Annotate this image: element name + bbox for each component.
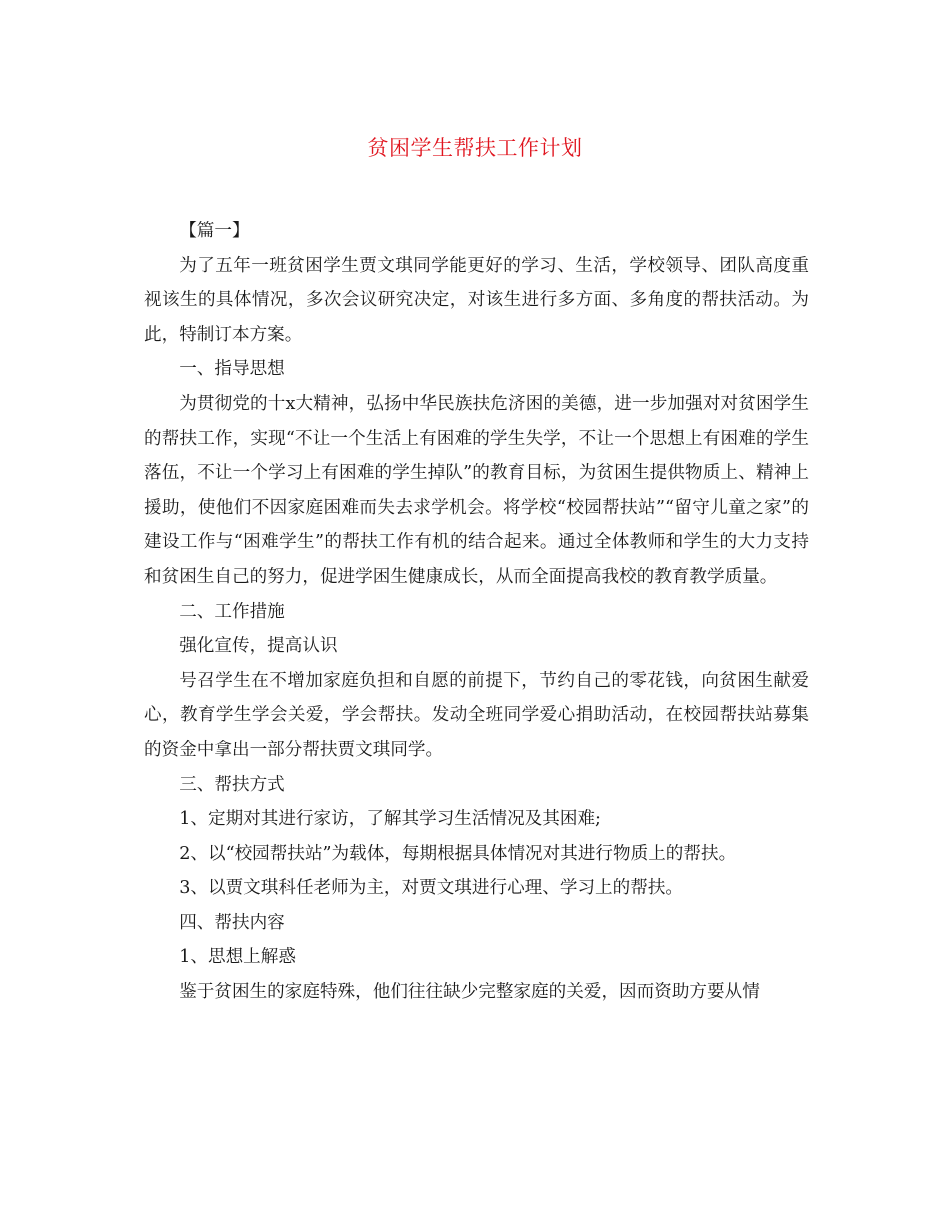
document-title: 贫困学生帮扶工作计划: [367, 136, 583, 160]
method-item-2: 2、以“校园帮扶站”为载体，每期根据具体情况对其进行物质上的帮扶。: [179, 843, 737, 864]
guiding-ideology-paragraph: 为贯彻党的十x大精神，弘扬中华民族扶危济困的美德，进一步加强对对贫困学生的帮扶工作，实现“不让一个生活上有困难的学生失学，不让一个思想上有困难的学生落伍，不让一个学习上有困难的学生掉队”的教育目标，为贫困生提供物质上、精神上援助，使他们不因家庭困难而失去求学机会。将学校“校园帮扶站”“留守儿童之家”的建设工作与“困难学生”的帮扶工作有机的结合起来。通过全体教师和学生的大力支持和贫困生自己的努力，促进学困生健康成长，从而全面提高我校的教育教学质量。: [144, 393, 809, 587]
content-paragraph: 鉴于贫困生的家庭特殊，他们往往缺少完整家庭的关爱，因而资助方要从情: [179, 982, 760, 1003]
heading-assistance-methods: 三、帮扶方式: [179, 774, 285, 795]
heading-assistance-content: 四、帮扶内容: [179, 912, 285, 933]
subheading-publicity: 强化宣传，提高认识: [179, 636, 338, 657]
publicity-paragraph: 号召学生在不增加家庭负担和自愿的前提下，节约自己的零花钱，向贫困生献爱心，教育学生学会关爱，学会帮扶。发动全班同学爱心捐助活动，在校园帮扶站募集的资金中拿出一部分帮扶贾文琪同学。: [144, 670, 809, 760]
document-body: [144, 214, 809, 1010]
method-item-3: 3、以贾文琪科任老师为主，对贾文琪进行心理、学习上的帮扶。: [179, 878, 684, 899]
method-item-1: 1、定期对其进行家访，了解其学习生活情况及其困难;: [179, 809, 601, 830]
heading-guiding-ideology: 一、指导思想: [179, 359, 285, 380]
heading-work-measures: 二、工作措施: [179, 601, 285, 622]
section-label: 【篇一】: [179, 221, 250, 241]
intro-paragraph: 为了五年一班贫困学生贾文琪同学能更好的学习、生活，学校领导、团队高度重视该生的具体情况，多次会议研究决定，对该生进行多方面、多角度的帮扶活动。为此，特制订本方案。: [144, 255, 809, 345]
content-item-1: 1、思想上解惑: [179, 947, 296, 968]
